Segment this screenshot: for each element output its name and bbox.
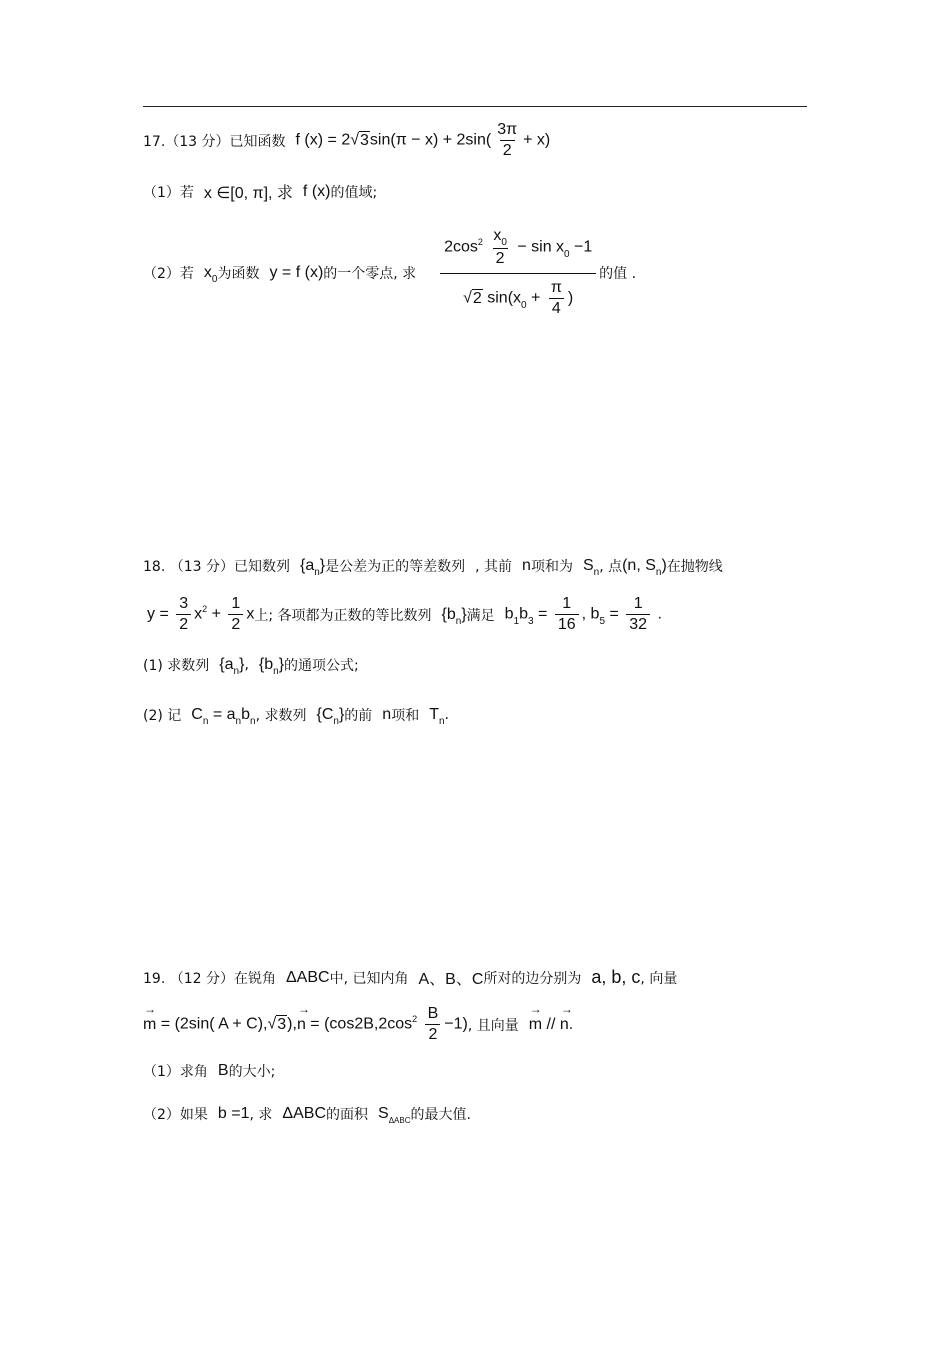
fraction-numerator bbox=[490, 226, 510, 248]
text-p18-n1: n bbox=[522, 557, 531, 574]
text-p18-q2d: 项和 bbox=[391, 708, 420, 724]
text-p19-nsup: 2 bbox=[412, 1013, 418, 1024]
text-p18-b5: , b bbox=[581, 605, 600, 623]
text-p17-frac-den: 2 bbox=[500, 140, 515, 161]
text-p18-plus: + bbox=[207, 605, 221, 623]
expression-fraction bbox=[440, 226, 596, 319]
text-p18-q1an: {a bbox=[219, 656, 234, 673]
text-p19-mval: = (2sin( A + C), bbox=[156, 1015, 268, 1033]
text-p18-x2: x bbox=[194, 605, 203, 623]
math-segment bbox=[191, 706, 256, 727]
text-p18-q2Cn-sub: n bbox=[333, 716, 339, 727]
text-p19-q2a: （2）如果 bbox=[143, 1107, 208, 1123]
text-p18-h6: 在抛物线 bbox=[666, 559, 723, 575]
text-p17-sin1: sin(π − x) + 2sin( bbox=[369, 131, 492, 149]
text-p18-Sn: S bbox=[582, 557, 594, 574]
text-p19-fd: 2 bbox=[425, 1024, 440, 1045]
text-p17-q2-a: （2）若 bbox=[143, 265, 194, 282]
problem-18-statement bbox=[143, 556, 723, 576]
text-p17-n-b: − sin x bbox=[517, 238, 565, 256]
text-p18-l2b: 满足 bbox=[466, 607, 495, 624]
problem-17-part-1 bbox=[143, 180, 377, 203]
text-p17-q2-b: 为函数 bbox=[217, 265, 260, 282]
text-p19-nval: = (cos2B,2cos bbox=[305, 1015, 413, 1033]
text-p19-fn: B bbox=[427, 1005, 439, 1022]
text-p18-eq2: = bbox=[605, 605, 619, 623]
text-p18-an-end: } bbox=[319, 557, 326, 574]
problem-18-part-1 bbox=[143, 655, 359, 675]
problem-19-part-2 bbox=[143, 1104, 471, 1124]
text-p19-mend: ), bbox=[287, 1015, 297, 1033]
text-p19-q2tri: ΔABC bbox=[282, 1105, 327, 1122]
text-p17-q2-e: 的值 . bbox=[599, 265, 637, 282]
text-p18-q2e: . bbox=[444, 707, 449, 723]
fraction bbox=[176, 594, 191, 635]
text-p18-f3n: 1 bbox=[562, 595, 572, 612]
text-p18-q1a: (1) 求数列 bbox=[143, 658, 210, 674]
text-p19-q2d: 的面积 bbox=[326, 1107, 369, 1123]
math-segment bbox=[219, 656, 245, 677]
text-p18-f4d: 32 bbox=[626, 614, 650, 635]
text-p18-an: {a bbox=[299, 557, 315, 574]
text-p19-q2c: , 求 bbox=[249, 1107, 273, 1123]
text-p18-Cn: C bbox=[191, 706, 203, 723]
text-p19-l2b: . bbox=[568, 1016, 574, 1033]
text-p17-n-a: 2cos bbox=[444, 238, 478, 256]
text-p18-q2c: 的前 bbox=[344, 708, 373, 724]
text-p18-q2b: , 求数列 bbox=[255, 708, 307, 724]
text-p18-q1an-sub: n bbox=[233, 666, 240, 677]
math-segment bbox=[258, 656, 285, 677]
text-p19-h3: 所对的边分别为 bbox=[483, 970, 582, 987]
text-p17-q1-b: x ∈[0, π], 求 bbox=[203, 185, 293, 202]
text-p18-q2Cn: {C bbox=[316, 706, 334, 723]
text-p18-h3: , 其前 bbox=[475, 559, 513, 575]
math-segment bbox=[203, 263, 218, 285]
text-p18-bn-sub: n bbox=[455, 615, 462, 627]
text-p17-n-fsub: 0 bbox=[501, 237, 507, 248]
text-p19-par-m: → m bbox=[529, 1016, 542, 1034]
text-p19-par: // bbox=[542, 1015, 560, 1033]
text-p19-tri: ΔABC bbox=[285, 968, 330, 986]
text-p19-q1a: （1）求角 bbox=[143, 1064, 208, 1080]
text-p18-y: y = bbox=[147, 605, 169, 623]
text-p18-f2d: 2 bbox=[228, 614, 243, 635]
text-p17-tail: + x) bbox=[523, 131, 551, 149]
text-p19-par-n: → n bbox=[560, 1016, 569, 1034]
text-p18-an-sub: n bbox=[314, 567, 320, 578]
text-p18-x2sup: 2 bbox=[202, 603, 208, 614]
problem-18-line-2 bbox=[143, 594, 662, 635]
text-p19-h4: , 向量 bbox=[640, 970, 678, 987]
text-p18-Cn-b: b bbox=[241, 706, 251, 723]
problem-19-part-1 bbox=[143, 1061, 275, 1081]
text-p19-q2e: 的最大值. bbox=[410, 1107, 471, 1123]
text-p18-q2n: n bbox=[382, 706, 392, 723]
text-p18-Cn-bsub: n bbox=[250, 716, 256, 727]
text-p18-eq: = bbox=[533, 605, 548, 623]
function-definition bbox=[296, 120, 551, 161]
fraction bbox=[555, 594, 579, 635]
text-p18-pt-sub: n bbox=[655, 567, 662, 578]
text-p17-q2-sub0: 0 bbox=[211, 273, 218, 285]
text-p18-Cn-sub: n bbox=[202, 716, 209, 727]
text-p18-h5: , 点 bbox=[599, 559, 623, 575]
math-segment bbox=[441, 605, 467, 627]
text-p17-d-b: + bbox=[526, 289, 541, 307]
text-p18-b1: 1 bbox=[513, 615, 520, 627]
text-p18-q1bn: {b bbox=[258, 656, 274, 673]
text-p18-q1b: , bbox=[244, 657, 249, 673]
text-p18-q2Cn-end: } bbox=[338, 706, 345, 723]
text-p18-l2a: 上; 各项都为正数的等比数列 bbox=[254, 607, 432, 624]
header-rule bbox=[143, 106, 807, 107]
text-p18-Tn-sub: n bbox=[438, 716, 445, 727]
problem-19-vectors bbox=[143, 1004, 573, 1045]
text-p18-q2a: (2) 记 bbox=[143, 708, 182, 724]
text-p18-b1b3: b bbox=[504, 605, 514, 623]
text-p17-q1-d: 的值域; bbox=[330, 184, 378, 201]
text-p19-q2b: b =1 bbox=[217, 1105, 250, 1122]
text-p17-d-fd: 4 bbox=[549, 298, 564, 319]
text-p19-S: S bbox=[378, 1105, 389, 1122]
math-segment bbox=[529, 1016, 569, 1034]
math-segment bbox=[429, 706, 445, 727]
text-p18-x: x bbox=[246, 605, 255, 623]
fraction-numerator bbox=[441, 226, 595, 273]
problem-17-heading: 17.（13 分）已知函数 bbox=[143, 133, 286, 150]
problem-19-heading: 19. （12 分）在锐角 bbox=[143, 970, 276, 987]
text-p18-bn-end: } bbox=[461, 605, 467, 623]
text-p19-m: → m bbox=[143, 1016, 156, 1034]
text-p19-q1b: 的大小; bbox=[228, 1064, 276, 1080]
text-p17-frac-num: 3π bbox=[497, 121, 518, 138]
text-p18-b5sub: 5 bbox=[599, 615, 605, 627]
text-p19-ABC: A、B、C bbox=[418, 971, 484, 988]
text-p17-n-fd: 2 bbox=[493, 248, 508, 269]
math-segment: √ bbox=[267, 1015, 277, 1033]
math-segment bbox=[582, 557, 600, 578]
text-p17-q2-x: x bbox=[203, 263, 212, 281]
fraction bbox=[425, 1004, 442, 1045]
problem-18-part-2 bbox=[143, 705, 449, 725]
text-p17-d-a: sin(x bbox=[487, 289, 522, 307]
text-p18-pt-end: ) bbox=[661, 557, 667, 574]
text-p17-n-fn: x bbox=[493, 227, 502, 244]
text-p18-Sn-sub: n bbox=[593, 567, 600, 578]
math-segment bbox=[378, 1105, 410, 1123]
problem-19-statement bbox=[143, 966, 677, 989]
text-p19-sqrt3: 3 bbox=[277, 1015, 287, 1033]
text-p17-n-c: −1 bbox=[569, 238, 593, 256]
text-p18-Cn-eq: = a bbox=[208, 706, 236, 723]
fraction bbox=[228, 594, 243, 635]
text-p17-d-sqrt: 2 bbox=[472, 289, 482, 307]
text-p17-q1-c: f (x) bbox=[302, 182, 331, 200]
problem-17-part-2 bbox=[143, 226, 636, 319]
text-p17-q2-c: y = f (x) bbox=[269, 263, 324, 281]
text-p18-b3l: b bbox=[519, 605, 529, 623]
math-segment bbox=[299, 557, 326, 578]
text-p18-q1bn-end: } bbox=[278, 656, 285, 673]
text-p17-d-c: ) bbox=[567, 289, 574, 307]
fraction bbox=[490, 226, 510, 269]
text-p18-Tn: T bbox=[429, 706, 439, 723]
fraction bbox=[548, 278, 565, 319]
text-p18-f2n: 1 bbox=[231, 595, 241, 612]
fraction-denominator bbox=[440, 273, 596, 319]
text-p18-f3d: 16 bbox=[555, 614, 579, 635]
text-p17-d-asub: 0 bbox=[521, 299, 527, 311]
text-p19-q1B: B bbox=[217, 1062, 229, 1079]
text-p19-h2: 中, 已知内角 bbox=[329, 970, 409, 987]
text-p18-h2: 是公差为正的等差数列 bbox=[325, 559, 466, 575]
problem-17-statement bbox=[143, 120, 550, 161]
text-p19-n: → n bbox=[297, 1016, 306, 1034]
math-segment: √ bbox=[350, 131, 359, 149]
math-segment bbox=[143, 1004, 468, 1045]
text-p17-q1-a: （1）若 bbox=[143, 184, 194, 201]
text-p18-f1n: 3 bbox=[179, 595, 189, 612]
text-p18-f4n: 1 bbox=[633, 595, 643, 612]
fraction bbox=[626, 594, 650, 635]
text-p17-n-bsub: 0 bbox=[564, 248, 570, 260]
text-p18-Cn-a: n bbox=[235, 716, 242, 727]
text-p17-sqrt3: 3 bbox=[360, 131, 369, 149]
text-p18-q1bn-sub: n bbox=[273, 666, 279, 677]
fraction bbox=[494, 120, 520, 161]
math-segment bbox=[622, 557, 667, 578]
math-segment bbox=[147, 594, 254, 635]
text-p19-abc: a, b, c bbox=[591, 967, 641, 987]
text-p18-b3: 3 bbox=[528, 615, 534, 627]
text-p19-Ssub: ΔABC bbox=[388, 1116, 411, 1125]
text-p17-fx: f (x) = 2 bbox=[295, 131, 351, 149]
text-p18-q1c: 的通项公式; bbox=[284, 658, 359, 674]
text-p18-q1an-end: } bbox=[239, 656, 245, 673]
math-segment: √ bbox=[463, 289, 472, 307]
problem-18-heading: 18. （13 分）已知数列 bbox=[143, 559, 290, 575]
text-p17-q2-d: 的一个零点, 求 bbox=[323, 265, 417, 282]
text-p18-f1d: 2 bbox=[176, 614, 191, 635]
math-segment bbox=[316, 706, 345, 727]
text-p18-h4: 项和为 bbox=[530, 559, 573, 575]
text-p17-d-fn: π bbox=[550, 279, 562, 296]
math-segment bbox=[505, 594, 662, 635]
text-p19-l2a: , 且向量 bbox=[467, 1017, 519, 1034]
text-p18-bn: {b bbox=[441, 605, 456, 623]
text-p17-n-sup: 2 bbox=[477, 236, 483, 247]
text-p18-pt: (n, S bbox=[622, 557, 656, 574]
text-p19-nend: −1) bbox=[444, 1015, 468, 1033]
text-p18-dot: . bbox=[653, 605, 662, 623]
